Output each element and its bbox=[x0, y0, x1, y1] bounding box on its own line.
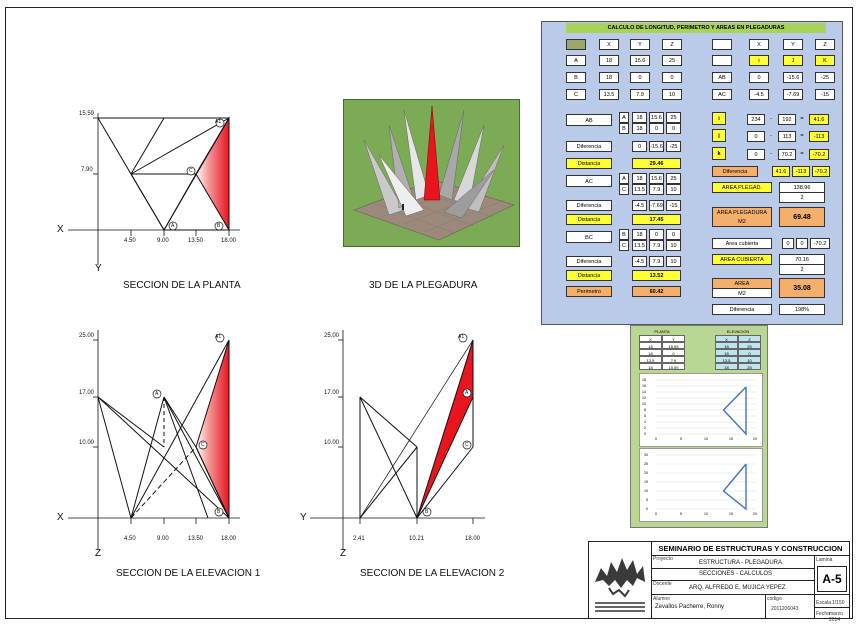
calc-cell: 25 bbox=[666, 112, 681, 123]
elev2-point-b: B bbox=[425, 509, 429, 515]
elev2-z-tick: 17.00 bbox=[324, 390, 340, 396]
segment-ab-label: AB bbox=[566, 114, 612, 126]
plan-section-drawing bbox=[68, 113, 240, 265]
calc-cell: 10 bbox=[666, 184, 681, 195]
calc-cell: -4.5 bbox=[632, 256, 647, 267]
plan-x-tick: 13.50 bbox=[188, 238, 204, 244]
lamina-value: A-5 bbox=[817, 566, 847, 592]
calc-cell: 18 bbox=[599, 72, 619, 83]
segment-ac-dif-label: Diferencia bbox=[566, 200, 612, 211]
calc-cell: -25 bbox=[666, 141, 681, 152]
title-block bbox=[588, 541, 850, 623]
calc-cell: 70.2 bbox=[778, 149, 796, 160]
chart2-y-tick: 5 bbox=[646, 498, 648, 502]
calc-cell: 0 bbox=[747, 131, 765, 142]
elev1-point-a1: A1 bbox=[215, 334, 222, 340]
calc-operator: - bbox=[770, 133, 772, 139]
chart2-y-tick: 20 bbox=[644, 471, 648, 475]
calc-point-label: C bbox=[566, 89, 586, 100]
chart2-x-tick: 10 bbox=[704, 512, 708, 516]
plan-y-tick: 15.59 bbox=[79, 111, 95, 117]
chart2-x-tick: 20 bbox=[753, 512, 757, 516]
calc-cell: -70.2 bbox=[810, 238, 830, 249]
mini-cell: 0 bbox=[738, 349, 761, 356]
area-label: AREA bbox=[712, 278, 772, 288]
calc-cell: -4.5 bbox=[632, 200, 647, 211]
mini-cell: 13.5 bbox=[639, 356, 662, 363]
proyecto-value: ESTRUCTURA - PLEGADURA bbox=[699, 560, 783, 566]
calc-cell: -70.2 bbox=[812, 166, 830, 177]
calc-cell: -7.69 bbox=[649, 200, 664, 211]
codigo-label: codigo bbox=[767, 596, 782, 602]
det-dif-label: Diferencia bbox=[712, 166, 758, 177]
segment-bc-label: BC bbox=[566, 231, 612, 243]
chart1-x-tick: 5 bbox=[680, 437, 682, 441]
calc-cell: -70.2 bbox=[809, 149, 829, 160]
plan-red-face bbox=[196, 118, 229, 230]
calc-header-z: Z bbox=[662, 39, 682, 50]
university-logo-icon bbox=[589, 542, 651, 602]
perimeter-label: Perimetro bbox=[566, 286, 612, 297]
calc-cell: 15.6 bbox=[649, 173, 664, 184]
mini-elev-label: ELEVACION bbox=[726, 329, 750, 334]
escala-value: 1/150 bbox=[832, 600, 845, 606]
plan-y-tick: 7.90 bbox=[81, 167, 93, 173]
plan-caption: SECCION DE LA PLANTA bbox=[123, 280, 241, 291]
mini-head: X bbox=[639, 335, 662, 342]
alumno-label: Alumno bbox=[653, 596, 670, 602]
det-i-label: i bbox=[712, 112, 726, 125]
area-pleg-label: AREA PLEGAD. bbox=[712, 182, 772, 193]
elev1-z-tick: 25.00 bbox=[79, 333, 95, 339]
alumno-value: Zevallos Pacherre, Ronny bbox=[655, 604, 725, 610]
calc-title: CALCULO DE LONGITUD, PERIMETRO Y AREAS EN PLEGADURAS bbox=[566, 23, 826, 33]
mini-cell: 18 bbox=[715, 349, 738, 356]
calc-cell: -113 bbox=[792, 166, 810, 177]
fecha-value: marzo 2014 bbox=[829, 611, 843, 623]
calc-header-z: Z bbox=[815, 39, 835, 50]
elev2-y-tick: 10.21 bbox=[409, 536, 425, 542]
chart2-x-tick: 5 bbox=[680, 512, 682, 516]
segment-ac-label: AC bbox=[566, 175, 612, 187]
area-plegadura-value: 69.48 bbox=[779, 207, 825, 227]
segment-ac-distance: 17.45 bbox=[632, 214, 681, 225]
calc-cell: 18 bbox=[632, 173, 647, 184]
chart1-x-tick: 15 bbox=[729, 437, 733, 441]
chart1-y-tick: 0 bbox=[644, 432, 646, 436]
elev1-point-a: A bbox=[155, 391, 159, 397]
calculation-spreadsheet bbox=[541, 21, 843, 325]
calc-cell: 13.5 bbox=[632, 240, 647, 251]
chart1-x-tick: 10 bbox=[704, 437, 708, 441]
calc-header-x: X bbox=[599, 39, 619, 50]
title-block-subtitle: SECCIONES - CALCULOS bbox=[699, 571, 773, 577]
calc-cell: -113 bbox=[809, 131, 829, 142]
plan-chart-series bbox=[724, 387, 747, 434]
plan-x-tick: 9.00 bbox=[157, 238, 169, 244]
chart1-y-tick: 14 bbox=[642, 390, 646, 394]
calc-cell: 0 bbox=[662, 72, 682, 83]
elev2-z-axis-label: Z bbox=[340, 548, 347, 559]
calc-cell: 0 bbox=[749, 72, 769, 83]
chart1-x-tick: 0 bbox=[655, 437, 657, 441]
coordinate-charts-panel bbox=[630, 325, 768, 528]
chart1-y-tick: 2 bbox=[644, 426, 646, 430]
elev1-x-axis-label: X bbox=[57, 512, 64, 523]
elev1-red-face bbox=[196, 340, 229, 518]
area-cub-label: Area cubierta bbox=[712, 238, 772, 249]
calc-corner-cell bbox=[712, 39, 732, 50]
elev2-point-a: A bbox=[465, 390, 469, 396]
elev1-x-tick: 13.50 bbox=[188, 536, 204, 542]
calc-cell: 15.6 bbox=[649, 112, 664, 123]
calc-cell: 13.5 bbox=[632, 184, 647, 195]
calc-point-label: A bbox=[566, 55, 586, 66]
area-cubierta-divisor: 2 bbox=[779, 264, 825, 275]
mini-head: X bbox=[715, 335, 738, 342]
calc-cell: -7.69 bbox=[783, 89, 803, 100]
area-cubierta-label: AREA CUBIERTA bbox=[712, 254, 772, 265]
calc-unit-i: i bbox=[749, 55, 769, 66]
plan-chart-svg bbox=[640, 374, 762, 446]
plan-x-tick: 18.00 bbox=[221, 238, 237, 244]
segment-ab-dif-label: Diferencia bbox=[566, 141, 612, 152]
elev1-point-b: B bbox=[217, 509, 221, 515]
plan-chart bbox=[639, 373, 763, 447]
3d-caption: 3D DE LA PLEGADURA bbox=[369, 280, 478, 291]
calc-cell: 25 bbox=[666, 173, 681, 184]
calc-header-x: X bbox=[749, 39, 769, 50]
calc-unit-k: K bbox=[815, 55, 835, 66]
calc-cell: -15 bbox=[815, 89, 835, 100]
segment-ab-distance: 29.46 bbox=[632, 158, 681, 169]
mini-cell: 18 bbox=[639, 363, 662, 370]
det-j-label: j bbox=[712, 129, 726, 142]
area-plegadura-label: AREA PLEGADURA bbox=[712, 207, 772, 217]
elev1-x-tick: 9.00 bbox=[157, 536, 169, 542]
mini-planta-label: PLANTA bbox=[654, 329, 670, 334]
mini-cell: 13.5 bbox=[715, 356, 738, 363]
codigo-value: 2011206043 bbox=[771, 606, 799, 612]
calc-cell: C bbox=[619, 184, 629, 195]
diferencia-percent: 198% bbox=[779, 304, 825, 315]
mini-cell: 10 bbox=[738, 356, 761, 363]
elev1-z-axis-label: Z bbox=[95, 548, 102, 559]
area-pleg-divisor: 2 bbox=[779, 192, 825, 203]
elev1-z-tick: 17.00 bbox=[79, 390, 95, 396]
chart1-y-tick: 16 bbox=[642, 384, 646, 388]
calc-cell: 15.6 bbox=[630, 55, 650, 66]
calc-cell: 7.9 bbox=[649, 256, 664, 267]
chart1-y-tick: 6 bbox=[644, 414, 646, 418]
mini-head: Y bbox=[662, 335, 685, 342]
elev1-caption: SECCION DE LA ELEVACION 1 bbox=[116, 568, 261, 579]
calc-cell bbox=[712, 55, 732, 66]
elev1-point-c: C bbox=[201, 442, 205, 448]
elev2-z-tick: 25.00 bbox=[324, 333, 340, 339]
chart2-x-tick: 15 bbox=[729, 512, 733, 516]
chart1-y-tick: 12 bbox=[642, 396, 646, 400]
calc-cell: 13.5 bbox=[599, 89, 619, 100]
calc-cell: 18 bbox=[632, 112, 647, 123]
calc-cell: 18 bbox=[599, 55, 619, 66]
chart2-x-tick: 0 bbox=[655, 512, 657, 516]
calc-cell: -15.6 bbox=[783, 72, 803, 83]
chart1-y-tick: 8 bbox=[644, 408, 646, 412]
proyecto-label: Proyecto bbox=[653, 556, 673, 562]
calc-header-y: Y bbox=[630, 39, 650, 50]
chart2-y-tick: 0 bbox=[646, 507, 648, 511]
fecha-label: Fecha bbox=[816, 611, 830, 617]
calc-operator: = bbox=[800, 116, 804, 122]
elev2-y-axis-label: Y bbox=[300, 512, 307, 523]
elev1-x-tick: 18.00 bbox=[221, 536, 237, 542]
area-unit: M2 bbox=[712, 288, 772, 298]
elevation-chart bbox=[639, 448, 763, 522]
calc-unit-j: J bbox=[783, 55, 803, 66]
mini-cell: 18 bbox=[639, 342, 662, 349]
calc-corner-cell bbox=[566, 39, 586, 50]
elev1-z-tick: 10.00 bbox=[79, 440, 95, 446]
calc-cell: -25 bbox=[815, 72, 835, 83]
calc-cell: 0 bbox=[632, 141, 647, 152]
elev2-y-tick: 18.00 bbox=[465, 536, 481, 542]
3d-render-image bbox=[343, 99, 520, 247]
calc-cell: 10 bbox=[666, 240, 681, 251]
segment-bc-dif-label: Diferencia bbox=[566, 256, 612, 267]
perimeter-value: 60.42 bbox=[632, 286, 681, 297]
calc-cell: 0 bbox=[630, 72, 650, 83]
calc-header-y: Y bbox=[783, 39, 803, 50]
calc-cell: 7.9 bbox=[649, 184, 664, 195]
chart2-y-tick: 25 bbox=[644, 462, 648, 466]
calc-cell: 10 bbox=[662, 89, 682, 100]
calc-operator: - bbox=[770, 151, 772, 157]
area-value: 35.08 bbox=[779, 278, 825, 298]
mini-cell: 25 bbox=[738, 363, 761, 370]
calc-cell: 0 bbox=[649, 229, 664, 240]
segment-bc-distance: 13.52 bbox=[632, 270, 681, 281]
calc-vector-label: AB bbox=[712, 72, 732, 83]
calc-cell: 41.6 bbox=[809, 114, 829, 125]
calc-cell: B bbox=[619, 229, 629, 240]
elev2-caption: SECCION DE LA ELEVACION 2 bbox=[360, 568, 505, 579]
elev2-z-tick: 10.00 bbox=[324, 440, 340, 446]
plan-x-tick: 4.50 bbox=[124, 238, 136, 244]
mini-cell: 25 bbox=[738, 342, 761, 349]
elev2-y-tick: 2.41 bbox=[353, 536, 365, 542]
chart2-y-tick: 30 bbox=[644, 453, 648, 457]
calc-cell: 18 bbox=[632, 229, 647, 240]
chart1-y-tick: 18 bbox=[642, 378, 646, 382]
calc-cell: B bbox=[619, 123, 629, 134]
docente-value: ARQ. ALFREDO E. MUJICA YEPEZ bbox=[689, 585, 786, 591]
calc-cell: 0 bbox=[796, 238, 808, 249]
chart1-x-tick: 20 bbox=[753, 437, 757, 441]
elev2-point-a1: A1 bbox=[458, 334, 465, 340]
elev1-x-tick: 4.50 bbox=[124, 536, 136, 542]
elev2-point-c: C bbox=[465, 442, 469, 448]
title-block-main: SEMINARIO DE ESTRUCTURAS Y CONSTRUCCION bbox=[651, 542, 850, 556]
plan-point-b: B bbox=[217, 223, 221, 229]
lamina-label: Lamina bbox=[816, 557, 833, 563]
plan-point-a: A bbox=[171, 223, 175, 229]
3d-render-graphic bbox=[344, 100, 519, 246]
segment-ac-dist-label: Distancia bbox=[566, 214, 612, 225]
area-pleg-value: 138.96 bbox=[779, 182, 825, 193]
segment-ab-dist-label: Distancia bbox=[566, 158, 612, 169]
calc-operator: = bbox=[800, 133, 804, 139]
calc-cell: 234 bbox=[747, 114, 765, 125]
mini-head: Z bbox=[738, 335, 761, 342]
calc-cell: -4.5 bbox=[749, 89, 769, 100]
calc-operator: = bbox=[800, 151, 804, 157]
chart2-y-tick: 10 bbox=[644, 489, 648, 493]
calc-cell: 192 bbox=[778, 114, 796, 125]
calc-point-label: B bbox=[566, 72, 586, 83]
mini-cell: 7.9 bbox=[662, 356, 685, 363]
calc-cell: C bbox=[619, 240, 629, 251]
calc-cell: A bbox=[619, 112, 629, 123]
elevation-chart-series bbox=[724, 464, 747, 509]
calc-cell: -15.6 bbox=[649, 141, 664, 152]
chart1-y-tick: 10 bbox=[642, 402, 646, 406]
mini-cell: 18 bbox=[715, 363, 738, 370]
segment-bc-dist-label: Distancia bbox=[566, 270, 612, 281]
mini-cell: 15.59 bbox=[662, 363, 685, 370]
mini-cell: 18 bbox=[639, 349, 662, 356]
plan-y-axis-label: Y bbox=[95, 263, 102, 274]
calc-cell: 0 bbox=[666, 229, 681, 240]
plan-point-a1: A1 bbox=[215, 119, 222, 125]
chart2-y-tick: 15 bbox=[644, 480, 648, 484]
plan-point-c: C bbox=[189, 168, 193, 174]
area-cubierta-value: 70.16 bbox=[779, 254, 825, 265]
university-logo-cell bbox=[589, 542, 652, 619]
calc-cell: 10 bbox=[666, 256, 681, 267]
calc-cell: 7.9 bbox=[630, 89, 650, 100]
calc-cell: 18 bbox=[632, 123, 647, 134]
calc-cell: 0 bbox=[649, 123, 664, 134]
calc-cell: 0 bbox=[747, 149, 765, 160]
calc-vector-label: AC bbox=[712, 89, 732, 100]
calc-operator: - bbox=[770, 116, 772, 122]
mini-cell: 15.59 bbox=[662, 342, 685, 349]
calc-cell: 0 bbox=[666, 123, 681, 134]
calc-cell: 41.6 bbox=[772, 166, 790, 177]
diferencia-label: Diferencia bbox=[712, 304, 772, 315]
elev2-red-face bbox=[417, 340, 473, 518]
calc-cell: 113 bbox=[778, 131, 796, 142]
plan-x-axis-label: X bbox=[57, 224, 64, 235]
escala-label: Escala bbox=[816, 600, 832, 606]
calc-cell: -15 bbox=[666, 200, 681, 211]
area-plegadura-unit: M2 bbox=[712, 217, 772, 227]
calc-cell: 7.9 bbox=[649, 240, 664, 251]
calc-cell: A bbox=[619, 173, 629, 184]
mini-cell: 0 bbox=[662, 349, 685, 356]
docente-label: Docente bbox=[653, 581, 672, 587]
calc-cell: 0 bbox=[782, 238, 794, 249]
chart1-y-tick: 4 bbox=[644, 420, 646, 424]
calc-cell: 25 bbox=[662, 55, 682, 66]
elevation-chart-svg bbox=[640, 449, 762, 521]
det-k-label: k bbox=[712, 147, 726, 160]
mini-cell: 18 bbox=[715, 342, 738, 349]
